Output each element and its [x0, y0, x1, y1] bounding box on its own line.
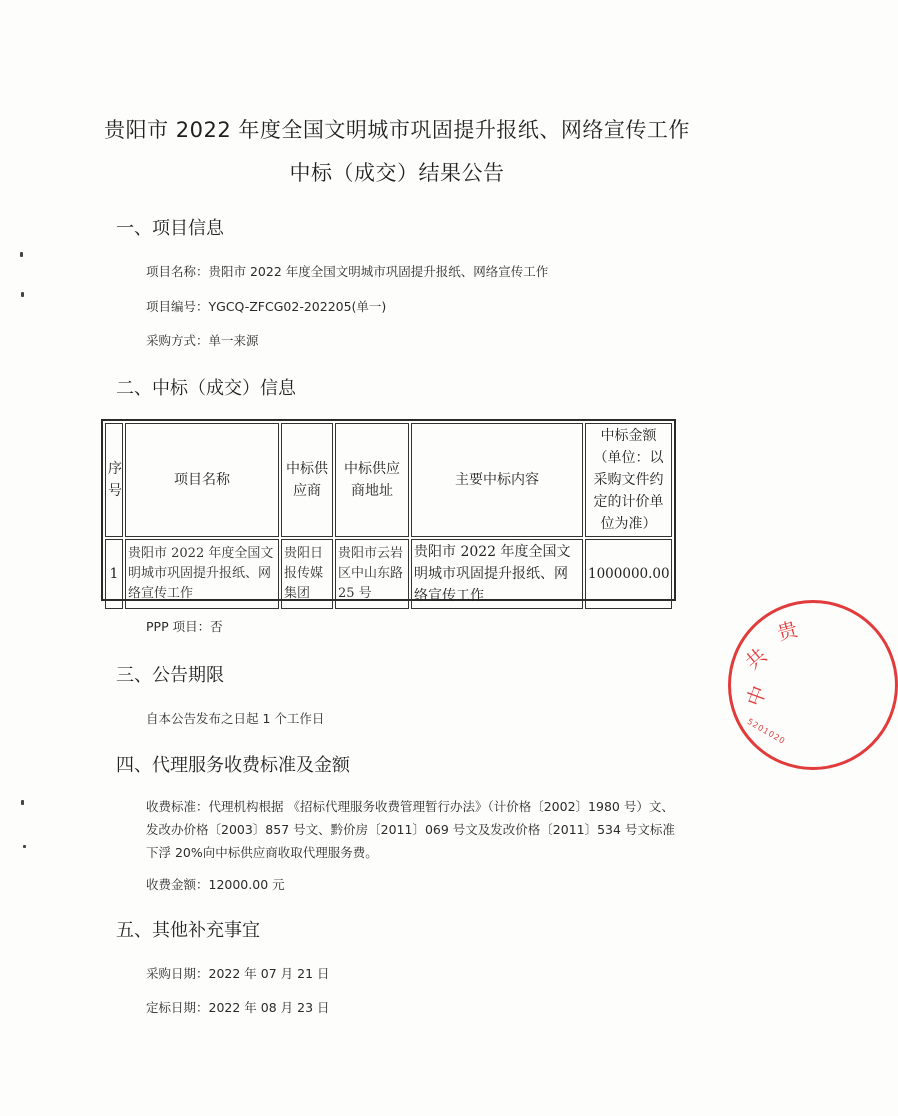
scan-mark [20, 252, 23, 257]
section-heading-agency-fee: 四、代理服务收费标准及金额 [116, 755, 350, 776]
section-heading-award-info: 二、中标（成交）信息 [116, 378, 296, 399]
scan-mark [21, 292, 24, 297]
scan-mark [21, 800, 24, 805]
seal-char-2: 共 [740, 643, 772, 675]
table-row [105, 539, 672, 609]
header-amount: 中标金额（单位：以采购文件约定的计价单位为准） [585, 423, 672, 537]
page-title-line1: 贵阳市 2022 年度全国文明城市巩固提升报纸、网络宣传工作 [104, 118, 690, 142]
cell-supplier: 贵阳日报传媒集团 [281, 539, 333, 609]
header-project-name: 项目名称 [125, 423, 279, 537]
cell-content: 贵阳市 2022 年度全国文明城市巩固提升报纸、网络宣传工作 [411, 539, 583, 609]
purchase-date-field: 采购日期：2022 年 07 月 21 日 [146, 966, 330, 981]
page-title-line2: 中标（成交）结果公告 [289, 161, 505, 185]
cell-index: 1 [105, 539, 123, 609]
section-heading-other-matters: 五、其他补充事宜 [116, 920, 260, 941]
header-supplier-address: 中标供应商地址 [335, 423, 409, 537]
procurement-method-field: 采购方式：单一来源 [146, 333, 259, 348]
table-header-row [105, 423, 672, 537]
cell-amount: 1000000.00 [585, 539, 672, 609]
section-heading-project-info: 一、项目信息 [116, 218, 224, 239]
scan-mark [23, 845, 26, 848]
project-name-field: 项目名称：贵阳市 2022 年度全国文明城市巩固提升报纸、网络宣传工作 [146, 264, 549, 279]
fee-amount-field: 收费金额：12000.00 元 [146, 877, 285, 892]
seal-number: 5201020 [745, 716, 788, 747]
header-supplier: 中标供应商 [281, 423, 333, 537]
cell-supplier-address: 贵阳市云岩区中山东路 25 号 [335, 539, 409, 609]
section-heading-notice-period: 三、公告期限 [116, 665, 224, 686]
award-table [101, 419, 676, 604]
cell-project-name: 贵阳市 2022 年度全国文明城市巩固提升报纸、网络宣传工作 [125, 539, 279, 609]
award-date-field: 定标日期：2022 年 08 月 23 日 [146, 1000, 330, 1015]
notice-period-text: 自本公告发布之日起 1 个工作日 [146, 711, 325, 726]
header-index: 序号 [105, 423, 123, 537]
fee-standard-text: 收费标准：代理机构根据 《招标代理服务收费管理暂行办法》（计价格〔2002〕1980 号）文、发改办价格〔2003〕857 号文、黔价房〔2011〕069 号文及发改价格〔2011〕534 号文标准下浮 20%向中标供应商收取代理服务费。 [146, 799, 675, 860]
seal-char-3: 贵 [774, 616, 801, 646]
project-number-field: 项目编号：YGCQ-ZFCG02-202205(单一) [146, 299, 387, 314]
header-content: 主要中标内容 [411, 423, 583, 537]
seal-char-1: 中 [741, 682, 772, 710]
ppp-field: PPP 项目：否 [146, 619, 223, 634]
official-seal [728, 600, 898, 770]
